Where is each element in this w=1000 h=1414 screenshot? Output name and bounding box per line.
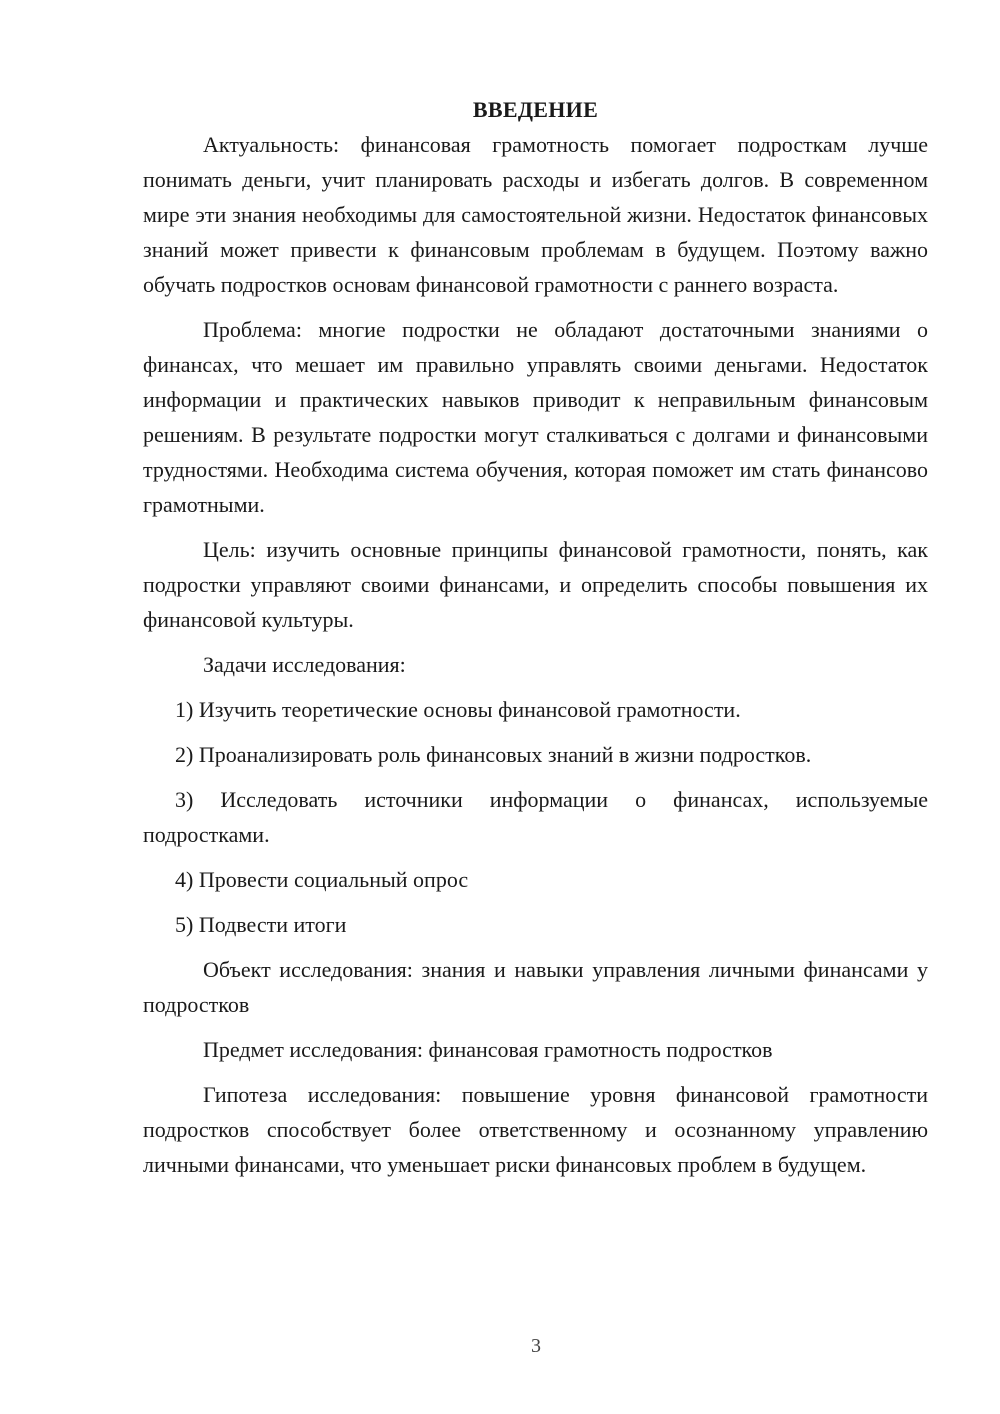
problem-paragraph: Проблема: многие подростки не обладают достаточными знаниями о финансах, что мешает им правильно управлять своими деньгами. Недостаток информации и практических навыков приводит к неправильным финансовым решениям. В результате подростки могут сталкиваться с долгами и финансовыми трудностями. Необходима система обучения, которая поможет им стать финансово грамотными. — [143, 317, 928, 517]
subject-paragraph: Предмет исследования: финансовая грамотность подростков — [203, 1037, 773, 1062]
document-page — [143, 92, 928, 1192]
task-item-4: 4) Провести социальный опрос — [175, 867, 469, 892]
task-item-1: 1) Изучить теоретические основы финансовой грамотности. — [175, 697, 741, 722]
page-title: ВВЕДЕНИЕ — [472, 97, 599, 122]
goal-paragraph: Цель: изучить основные принципы финансовой грамотности, понять, как подростки управляют своими финансами, и определить способы повышения их финансовой культуры. — [143, 537, 928, 632]
task-item-5: 5) Подвести итоги — [175, 912, 347, 937]
page-number: 3 — [531, 1335, 541, 1357]
hypothesis-paragraph: Гипотеза исследования: повышение уровня финансовой грамотности подростков способствует более ответственному и осознанному управлению личными финансами, что уменьшает риски финансовых проблем в будущем. — [143, 1082, 928, 1177]
object-paragraph: Объект исследования: знания и навыки управления личными финансами у подростков — [143, 957, 928, 1017]
task-item-2: 2) Проанализировать роль финансовых знаний в жизни подростков. — [175, 742, 812, 767]
task-item-3: 3) Исследовать источники информации о финансах, используемые подростками. — [143, 787, 928, 847]
relevance-paragraph: Актуальность: финансовая грамотность помогает подросткам лучше понимать деньги, учит планировать расходы и избегать долгов. В современном мире эти знания необходимы для самостоятельной жизни. Недостаток финансовых знаний может привести к финансовым проблемам в будущем. Поэтому важно обучать подростков основам финансовой грамотности с раннего возраста. — [143, 132, 928, 297]
tasks-heading: Задачи исследования: — [203, 652, 406, 677]
